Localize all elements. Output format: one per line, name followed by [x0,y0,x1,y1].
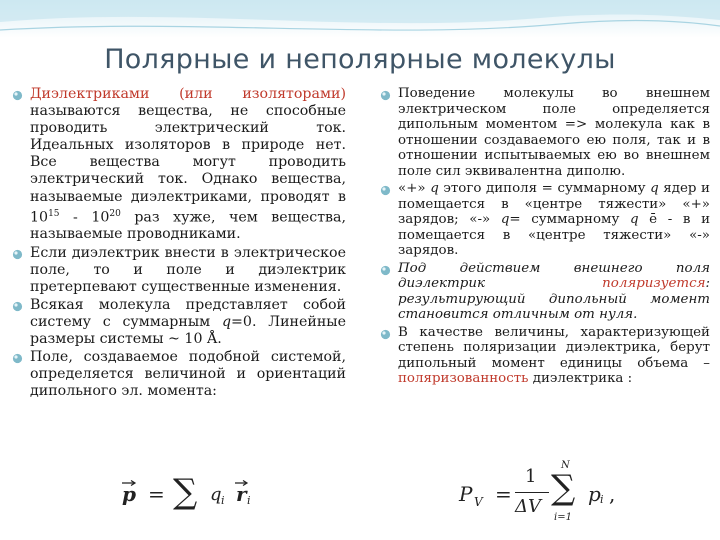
bullet-icon [380,329,391,340]
term-dielectrics: Диэлектриками (или изоляторами) [30,86,346,102]
text: диэлектрика : [528,371,633,386]
right-bullet-1 [378,86,710,179]
formula-comma: , [609,482,616,506]
formula-P: P [459,482,473,506]
right-column [378,86,710,389]
text: Если диэлектрик внести в электрическое поле, то и поле и диэлектрик претерпевают существенные изменения. [30,244,346,295]
formula-p-index: i [600,493,604,506]
dipole-moment-formula [118,474,298,524]
text: Поле, создаваемое подобной системой, определяется величиной и ориентаций дипольного эл. момента: [30,349,346,400]
right-bullet-4 [378,325,710,387]
formula-p: p [122,482,136,506]
bullet-icon [12,301,23,312]
left-bullet-1 [10,86,346,244]
polarization-formula [455,462,655,532]
right-bullet-3 [378,261,710,323]
math-q: q [430,181,439,196]
formula-sum-lower: i=1 [554,512,572,523]
text: «+» [398,181,431,196]
formula-equals: = [495,482,512,506]
formula-equals: = [148,482,165,506]
text: =0. Линейные размеры системы ~ 10 Å. [30,313,346,348]
text: Под действием внешнего поля диэлектрик [398,260,710,291]
bullet-icon [12,353,23,364]
text: В качестве величины, характеризующей степень поляризации диэлектрика, берут дипольный момент единицы объема – [398,324,710,371]
fraction-bar [515,492,549,493]
text: раз хуже, чем вещества, называемые проводниками. [30,209,346,243]
exponent: 15 [48,208,60,219]
vector-arrow-icon [121,480,137,486]
vector-arrow-icon [234,480,250,486]
formula-q-index: i [221,494,225,507]
left-bullet-4 [10,349,346,400]
formula-r-index: i [247,494,251,507]
formula-r: r [236,482,247,506]
text: ядер и помещается в «центре тяжести» «+» зарядов; «-» [398,181,710,227]
bullet-icon [12,249,23,260]
text: Поведение молекулы во внешнем электрическом поле определяется дипольным моментом => молекула как в отношении создаваемого ею поля, так и в отношении испытываемых ею во внешнем поле сил эквивалентна диполю. [398,86,710,179]
formula-denominator: ΔV [515,496,541,517]
formula-q: q [210,484,222,505]
formula-sum-upper: N [561,460,570,471]
math-q: q [221,313,232,330]
bullet-icon [380,185,391,196]
math-q: q [500,212,510,227]
formula-p: p [588,482,601,506]
math-q: q [650,181,659,196]
text: Всякая молекула представляет собой систему с суммарным [30,296,346,330]
header-wave-decoration [0,0,720,38]
math-q: q [629,212,639,227]
exponent: 20 [109,208,121,219]
slide-title: Полярные и неполярные молекулы [104,44,616,75]
bullet-icon [12,90,23,101]
bullet-icon [380,265,391,276]
text: этого диполя = суммарному [438,181,651,196]
left-bullet-2 [10,245,346,296]
text: - 10 [59,209,110,226]
right-bullet-2 [378,181,710,259]
left-column [10,86,346,401]
bullet-icon [380,90,391,101]
text: : результирующий дипольный момент становится отличным от нуля. [398,276,710,322]
formula-sum: ∑ [173,472,198,512]
left-bullet-3 [10,297,346,348]
term-polarization: поляризованность [398,371,529,386]
formula-numerator: 1 [525,466,537,487]
formula-P-index: V [474,495,483,509]
text: = суммарному [509,212,630,227]
formula-sum: ∑ [551,468,576,508]
text: ē - в и помещается в «центре тяжести» «-» зарядов. [398,212,710,258]
text: называются вещества, не способные проводить электрический ток. Идеальных изоляторов в природе нет. Все вещества могут проводить электрический ток. Однако вещества, называемые диэлектриками, проводят в 10 [30,103,346,226]
term-polarized: поляризуется [602,276,706,291]
